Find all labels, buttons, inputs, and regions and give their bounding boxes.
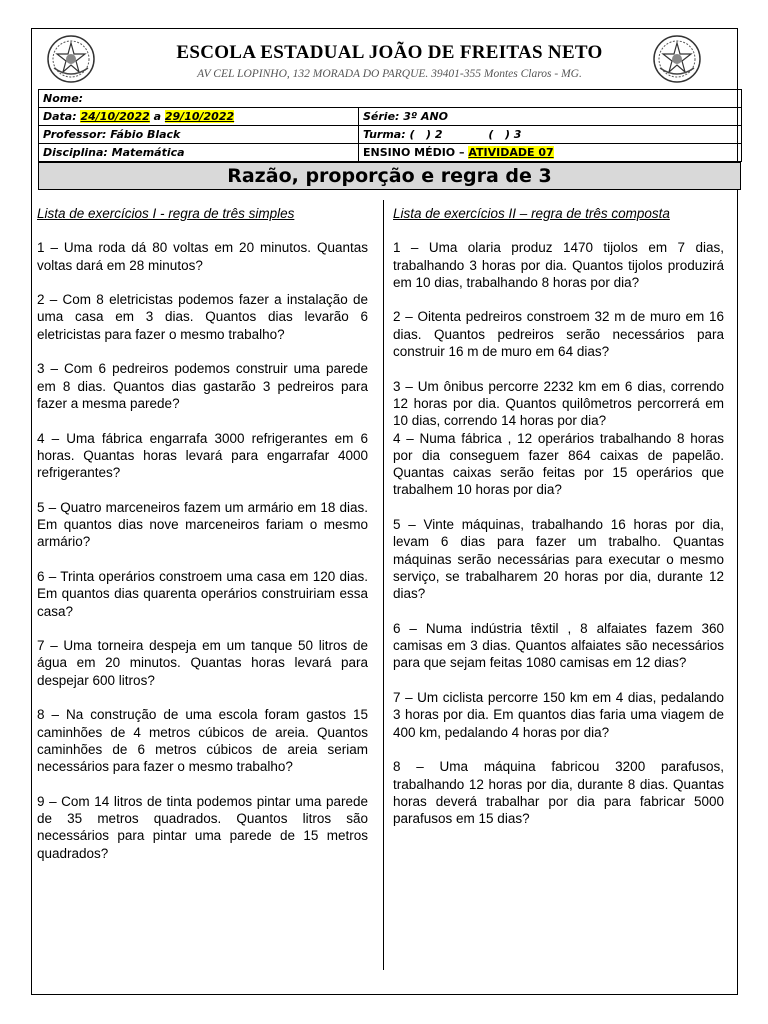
school-header (38, 34, 741, 86)
level-field (359, 144, 742, 162)
exercise-item: 8 – Uma máquina fabricou 3200 parafusos, trabalhando 12 horas por dia, durante 8 dias. Quantas horas deverá trabalhar por dia para fabricar 5000 parafusos em 15 dias? (393, 759, 724, 827)
name-field[interactable] (39, 90, 742, 108)
teacher-field: Professor: Fábio Black (39, 126, 359, 144)
exercise-item: 3 – Com 6 pedreiros podemos construir uma parede em 8 dias. Quantos dias gastarão 3 pedreiros para fazer a mesma parede? (37, 361, 368, 411)
exercise-item: 1 – Uma olaria produz 1470 tijolos em 7 dias, trabalhando 3 horas por dia. Quantos tijolos produzirá em 10 dias, trabalhando 8 horas por dia? (393, 240, 724, 290)
exercise-item: 6 – Numa indústria têxtil , 8 alfaiates fazem 360 camisas em 3 dias. Quantos alfaiates são necessários para que sejam feitas 1080 camisas em 12 dias? (393, 620, 724, 671)
compound-rule-heading: Lista de exercícios II – regra de três composta (393, 206, 670, 221)
exercise-item: 3 – Um ônibus percorre 2232 km em 6 dias, correndo 12 horas por dia. Quantos quilômetros percorrerá em 10 dias, correndo 14 horas por dia? (393, 378, 724, 429)
exercise-item: 2 – Com 8 eletricistas podemos fazer a instalação de uma casa em 3 dias. Quantos dias levarão 6 eletricistas para fazer o mesmo trabalho? (37, 292, 368, 342)
activity-number: ATIVIDADE 07 (468, 145, 554, 159)
simple-rule-heading: Lista de exercícios I - regra de três simples (37, 206, 295, 221)
date-start: 24/10/2022 (80, 109, 150, 123)
date-label: Data: (43, 109, 77, 123)
exercise-item: 7 – Um ciclista percorre 150 km em 4 dias, pedalando 3 horas por dia. Em quantos dias faria uma viagem de 400 km, pedalando 4 horas por dia? (393, 690, 724, 740)
school-address: AV CEL LOPINHO, 132 MORADA DO PARQUE. 39401-355 Montes Claros - MG. (197, 68, 582, 80)
compound-rule-column (393, 205, 724, 845)
exercise-item: 4 – Uma fábrica engarrafa 3000 refrigerantes em 6 horas. Quantas horas levará para engarrafar 4000 refrigerantes? (37, 430, 368, 481)
exercise-item: 8 – Na construção de uma escola foram gastos 15 caminhões de 4 metros cúbicos de areia. Quantos caminhões de 6 metros cúbicos de areia seriam necessários para fazer o mesmo trabalho? (37, 707, 368, 775)
exercise-item: 5 – Quatro marceneiros fazem um armário em 18 dias. Em quantos dias nove marceneiros fariam o mesmo armário? (37, 499, 368, 550)
simple-rule-column (37, 205, 368, 879)
column-divider (383, 200, 384, 970)
date-separator: a (153, 109, 162, 123)
date-end: 29/10/2022 (164, 109, 235, 123)
exercise-item: 1 – Uma roda dá 80 voltas em 20 minutos. Quantas voltas dará em 28 minutos? (37, 240, 368, 273)
grade-field: Série: 3º ANO (359, 108, 742, 126)
subject-field: Disciplina: Matemática (39, 144, 359, 162)
exercise-item: 2 – Oitenta pedreiros constroem 32 m de muro em 16 dias. Quantos pedreiros serão necessários para construir 16 m de muro em 64 dias? (393, 309, 724, 360)
exercise-item: 5 – Vinte máquinas, trabalhando 16 horas por dia, levam 6 dias para fazer um trabalho. Quantas máquinas serão necessárias para executar o mesmo serviço, se trabalharem 20 horas por dia, durante 12 dias? (393, 517, 724, 602)
school-name: ESCOLA ESTADUAL JOÃO DE FREITAS NETO (176, 42, 603, 63)
worksheet-title: Razão, proporção e regra de 3 (38, 162, 741, 190)
student-info-table (38, 89, 742, 162)
exercise-item: 7 – Uma torneira despeja em um tanque 50 litros de água em 20 minutos. Quantas horas levará para despejar 600 litros? (37, 638, 368, 688)
date-field (39, 108, 359, 126)
coat-of-arms-icon (652, 34, 702, 84)
class-field[interactable]: Turma: ( ) 2 ( ) 3 (359, 126, 742, 144)
level-label: ENSINO MÉDIO – (363, 145, 465, 159)
exercise-item: 4 – Numa fábrica , 12 operários trabalhando 8 horas por dia conseguem fazer 864 caixas de papelão. Quantas caixas serão feitas por 15 operários que trabalhem 10 horas por dia? (393, 430, 724, 498)
exercise-item: 9 – Com 14 litros de tinta podemos pintar uma parede de 35 metros quadrados. Quantos litros são necessários para pintar uma parede de 15 metros quadrados? (37, 793, 368, 861)
name-label: Nome: (43, 91, 84, 105)
exercise-item: 6 – Trinta operários constroem uma casa em 120 dias. Em quantos dias quarenta operários construiriam essa casa? (37, 568, 368, 619)
